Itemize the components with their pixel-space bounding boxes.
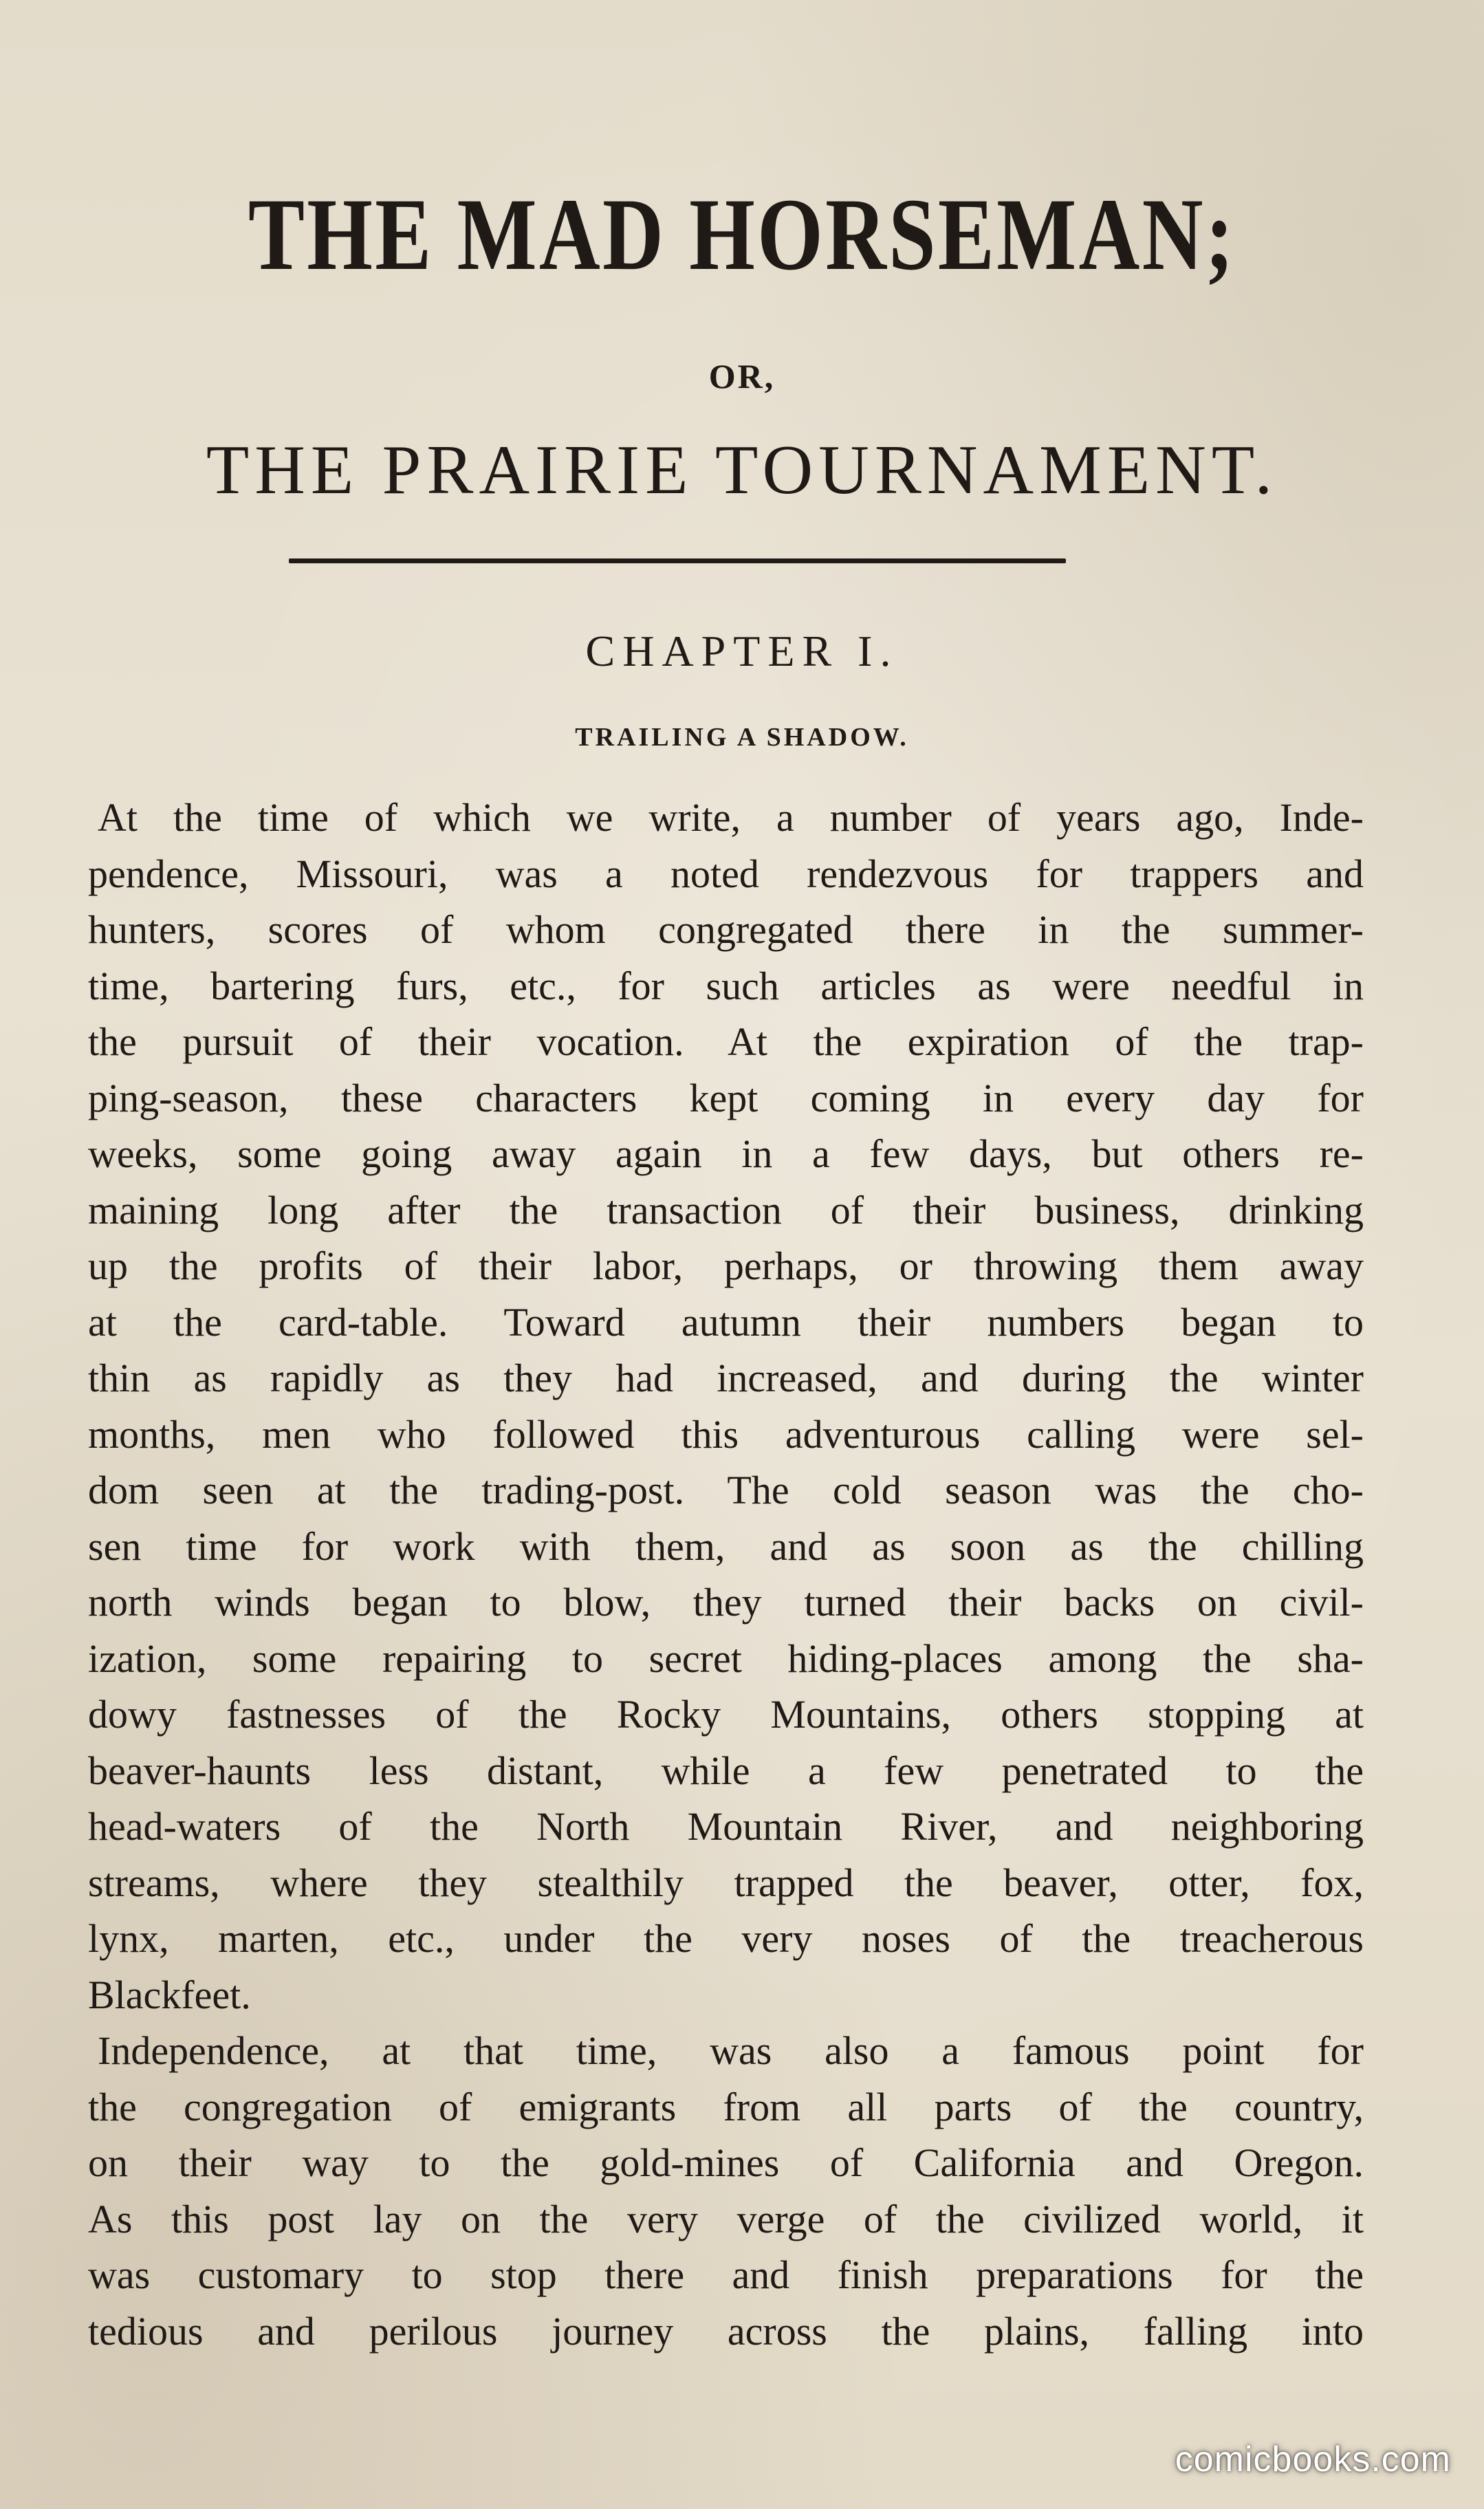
text-line: streams, where they stealthily trapped the beaver, otter, fox, — [88, 1860, 1364, 1905]
site-watermark: comicbooks.com — [1175, 2440, 1451, 2479]
text-line: beaver-haunts less distant, while a few penetrated to the — [88, 1748, 1364, 1793]
text-line: head-waters of the North Mountain River, and neighboring — [88, 1804, 1364, 1849]
text-line: At the time of which we write, a number of years ago, Inde- — [98, 795, 1364, 840]
text-line: ization, some repairing to secret hiding-places among the sha- — [88, 1636, 1364, 1681]
text-line: tedious and perilous journey across the plains, falling into — [88, 2308, 1364, 2354]
text-line: the congregation of emigrants from all parts of the country, — [88, 2084, 1364, 2129]
paragraph-1 — [88, 790, 1364, 2023]
text-line: on their way to the gold-mines of California and Oregon. — [88, 2140, 1364, 2185]
text-line: sen time for work with them, and as soon as the chilling — [88, 1523, 1364, 1569]
text-line: weeks, some going away again in a few days, but others re- — [88, 1131, 1364, 1176]
story-subtitle: THE PRAIRIE TOURNAMENT. — [206, 431, 1278, 509]
body-text — [88, 790, 1364, 2359]
text-line: thin as rapidly as they had increased, and during the winter — [88, 1356, 1364, 1400]
text-line: lynx, marten, etc., under the very noses of the treacherous — [88, 1916, 1364, 1961]
text-line: north winds began to blow, they turned their backs on civil- — [88, 1580, 1364, 1625]
text-line: up the profits of their labor, perhaps, or throwing them away — [88, 1243, 1364, 1288]
paragraph-2 — [88, 2023, 1364, 2359]
text-line: Blackfeet. — [88, 1972, 251, 2017]
text-line: ping-season, these characters kept coming in every day for — [88, 1075, 1364, 1120]
text-line: the pursuit of their vocation. At the expiration of the trap- — [88, 1019, 1364, 1064]
text-line: Independence, at that time, was also a famous point for — [98, 2028, 1364, 2073]
text-line: was customary to stop there and finish preparations for the — [88, 2252, 1364, 2297]
text-line: maining long after the transaction of their business, drinking — [88, 1187, 1364, 1232]
chapter-title: TRAILING A SHADOW. — [575, 723, 909, 752]
text-line: pendence, Missouri, was a noted rendezvous for trappers and — [88, 851, 1364, 896]
text-line: dowy fastnesses of the Rocky Mountains, others stopping at — [88, 1692, 1364, 1737]
chapter-heading: CHAPTER I. — [585, 627, 899, 675]
title-conjunction: OR, — [708, 357, 776, 395]
text-line: hunters, scores of whom congregated there in the summer- — [88, 907, 1364, 952]
text-line: time, bartering furs, etc., for such articles as were needful in — [88, 963, 1364, 1008]
text-line: dom seen at the trading-post. The cold season was the cho- — [88, 1468, 1364, 1512]
text-line: As this post lay on the very verge of the civilized world, it — [88, 2196, 1364, 2241]
text-line: months, men who followed this adventurous calling were sel- — [88, 1411, 1364, 1457]
story-title: THE MAD HORSEMAN; — [248, 177, 1236, 292]
title-divider-rule — [289, 558, 1066, 563]
text-line: at the card-table. Toward autumn their numbers began to — [88, 1299, 1364, 1345]
